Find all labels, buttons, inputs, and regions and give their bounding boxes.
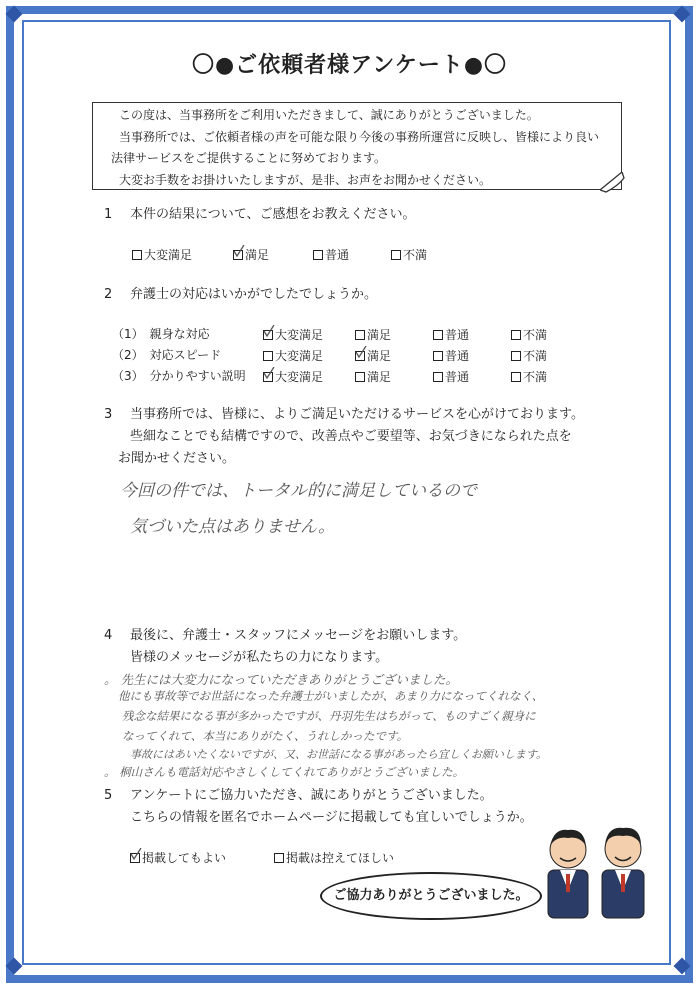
question-text: 本件の結果について、ご感想をお教えください。 bbox=[130, 207, 416, 222]
checkbox-option[interactable] bbox=[433, 326, 469, 343]
handwritten-message-line: 事故にはあいたくないですが、又、お世話になる事があったら宜しくお願いします。 bbox=[130, 748, 548, 761]
checkbox-option[interactable] bbox=[433, 368, 469, 385]
checkbox-option[interactable] bbox=[511, 326, 547, 343]
checkbox-option[interactable] bbox=[263, 368, 323, 385]
handwritten-message-line: 。 先生には大変力になっていただきありがとうございました。 bbox=[104, 672, 458, 687]
checkbox-icon[interactable] bbox=[263, 372, 273, 382]
question-1 bbox=[104, 204, 415, 226]
checkbox-icon[interactable] bbox=[233, 250, 243, 260]
checkbox-label: 掲載は控えてほしい bbox=[286, 851, 395, 865]
question-number: 1 bbox=[104, 207, 113, 222]
checkbox-icon[interactable] bbox=[511, 372, 521, 382]
checkbox-label: 不満 bbox=[403, 248, 428, 262]
intro-box bbox=[92, 102, 622, 190]
checkbox-option[interactable] bbox=[511, 347, 547, 364]
checkbox-option[interactable] bbox=[263, 326, 323, 343]
checkbox-option[interactable] bbox=[274, 849, 394, 866]
checkmark-icon bbox=[263, 367, 275, 379]
question-text: 最後に、弁護士・スタッフにメッセージをお願いします。 bbox=[130, 628, 467, 643]
intro-line: 大変お手数をお掛けいたしますが、是非、お声をお聞かせください。 bbox=[119, 172, 492, 187]
page-title: 〇●ご依頼者様アンケート●〇 bbox=[191, 53, 508, 78]
checkbox-label: 満足 bbox=[367, 349, 392, 363]
question-text: 当事務所では、皆様に、よりご満足いただけるサービスを心がけております。 bbox=[130, 407, 584, 422]
checkbox-label: 大変満足 bbox=[275, 349, 324, 363]
question-5-line: こちらの情報を匿名でホームページに掲載しても宜しいでしょうか。 bbox=[130, 810, 533, 825]
intro-line: この度は、当事務所をご利用いただきまして、誠にありがとうございました。 bbox=[119, 108, 539, 122]
question-2 bbox=[104, 284, 377, 306]
question-text: アンケートにご協力いただき、誠にありがとうございました。 bbox=[130, 788, 493, 803]
checkbox-label: 不満 bbox=[523, 328, 548, 342]
checkbox-label: 不満 bbox=[523, 370, 548, 384]
checkbox-icon[interactable] bbox=[355, 330, 365, 340]
checkbox-label: 大変満足 bbox=[275, 328, 324, 342]
q2-row-label: （1） 親身な対応 bbox=[112, 327, 210, 341]
checkbox-icon[interactable] bbox=[391, 250, 401, 260]
lawyers-illustration bbox=[540, 820, 660, 920]
checkbox-icon[interactable] bbox=[433, 372, 443, 382]
checkbox-icon[interactable] bbox=[130, 853, 140, 863]
checkbox-option[interactable] bbox=[355, 368, 391, 385]
checkbox-option[interactable] bbox=[511, 368, 547, 385]
question-3-line: お聞かせください。 bbox=[118, 451, 236, 466]
question-4 bbox=[104, 625, 466, 647]
q2-row-label: （2） 対応スピード bbox=[112, 348, 222, 362]
closing-speech-bubble: ご協力ありがとうございました。 bbox=[320, 872, 542, 920]
checkbox-label: 掲載してもよい bbox=[142, 851, 227, 865]
intro-line: 法律サービスをご提供することに努めております。 bbox=[111, 151, 387, 165]
checkbox-icon[interactable] bbox=[433, 330, 443, 340]
checkbox-option[interactable] bbox=[433, 347, 469, 364]
q2-row-label: （3） 分かりやすい説明 bbox=[112, 369, 246, 383]
checkmark-icon bbox=[355, 346, 367, 358]
checkbox-label: 大変満足 bbox=[144, 248, 193, 262]
checkbox-label: 大変満足 bbox=[275, 370, 324, 384]
intro-line: 当事務所では、ご依頼者様の声を可能な限り今後の事務所運営に反映し、皆様により良い bbox=[119, 129, 600, 144]
question-3 bbox=[104, 404, 624, 426]
checkbox-label: 満足 bbox=[367, 328, 392, 342]
checkbox-icon[interactable] bbox=[263, 330, 273, 340]
checkbox-icon[interactable] bbox=[263, 351, 273, 361]
question-number: 2 bbox=[104, 287, 113, 302]
question-number: 3 bbox=[104, 407, 113, 422]
handwritten-answer-line: 今回の件では、トータル的に満足しているので bbox=[120, 481, 477, 501]
question-3-line: 些細なことでも結構ですので、改善点やご要望等、お気づきになられた点を bbox=[130, 429, 572, 444]
checkbox-label: 普通 bbox=[325, 248, 350, 262]
checkbox-label: 満足 bbox=[245, 248, 270, 262]
checkbox-icon[interactable] bbox=[132, 250, 142, 260]
checkbox-label: 満足 bbox=[367, 370, 392, 384]
checkbox-icon[interactable] bbox=[433, 351, 443, 361]
checkbox-label: 不満 bbox=[523, 349, 548, 363]
checkbox-icon[interactable] bbox=[511, 330, 521, 340]
handwritten-message-line: 。 桐山さんも電話対応やさしくしてくれてありがとうございました。 bbox=[104, 765, 465, 779]
checkbox-option[interactable] bbox=[263, 347, 323, 364]
checkbox-label: 普通 bbox=[445, 349, 470, 363]
question-number: 4 bbox=[104, 628, 113, 643]
checkbox-icon[interactable] bbox=[355, 351, 365, 361]
checkbox-icon[interactable] bbox=[355, 372, 365, 382]
question-number: 5 bbox=[104, 788, 113, 803]
handwritten-message-line: なってくれて、本当にありがたく、うれしかったです。 bbox=[122, 729, 409, 743]
checkbox-option[interactable] bbox=[355, 326, 391, 343]
checkbox-label: 普通 bbox=[445, 370, 470, 384]
checkmark-icon bbox=[263, 325, 275, 337]
question-text: 弁護士の対応はいかがでしたでしょうか。 bbox=[130, 287, 378, 302]
question-4-line: 皆様のメッセージが私たちの力になります。 bbox=[130, 650, 389, 665]
checkbox-icon[interactable] bbox=[313, 250, 323, 260]
checkbox-icon[interactable] bbox=[511, 351, 521, 361]
checkbox-option[interactable] bbox=[130, 849, 226, 866]
checkbox-option[interactable] bbox=[355, 347, 391, 364]
checkmark-icon bbox=[130, 848, 142, 860]
checkbox-option[interactable] bbox=[132, 246, 192, 263]
checkbox-label: 普通 bbox=[445, 328, 470, 342]
question-5 bbox=[104, 785, 493, 807]
handwritten-message-line: 残念な結果になる事が多かったですが、丹羽先生はちがって、ものすごく親身に bbox=[122, 709, 536, 723]
checkbox-option[interactable] bbox=[391, 246, 427, 263]
handwritten-text: 先生には大変力になっていただきありがとうございました。 bbox=[120, 672, 458, 687]
checkmark-icon bbox=[233, 245, 245, 257]
checkbox-option[interactable] bbox=[233, 246, 269, 263]
checkbox-option[interactable] bbox=[313, 246, 349, 263]
handwritten-message-line: 他にも事故等でお世話になった弁護士がいましたが、あまり力になってくれなく、 bbox=[118, 689, 544, 703]
handwritten-text: 桐山さんも電話対応やさしくしてくれてありがとうございました。 bbox=[119, 765, 465, 779]
handwritten-answer-line: 気づいた点はありません。 bbox=[130, 517, 336, 537]
checkbox-icon[interactable] bbox=[274, 853, 284, 863]
page-curl-icon bbox=[600, 172, 626, 194]
